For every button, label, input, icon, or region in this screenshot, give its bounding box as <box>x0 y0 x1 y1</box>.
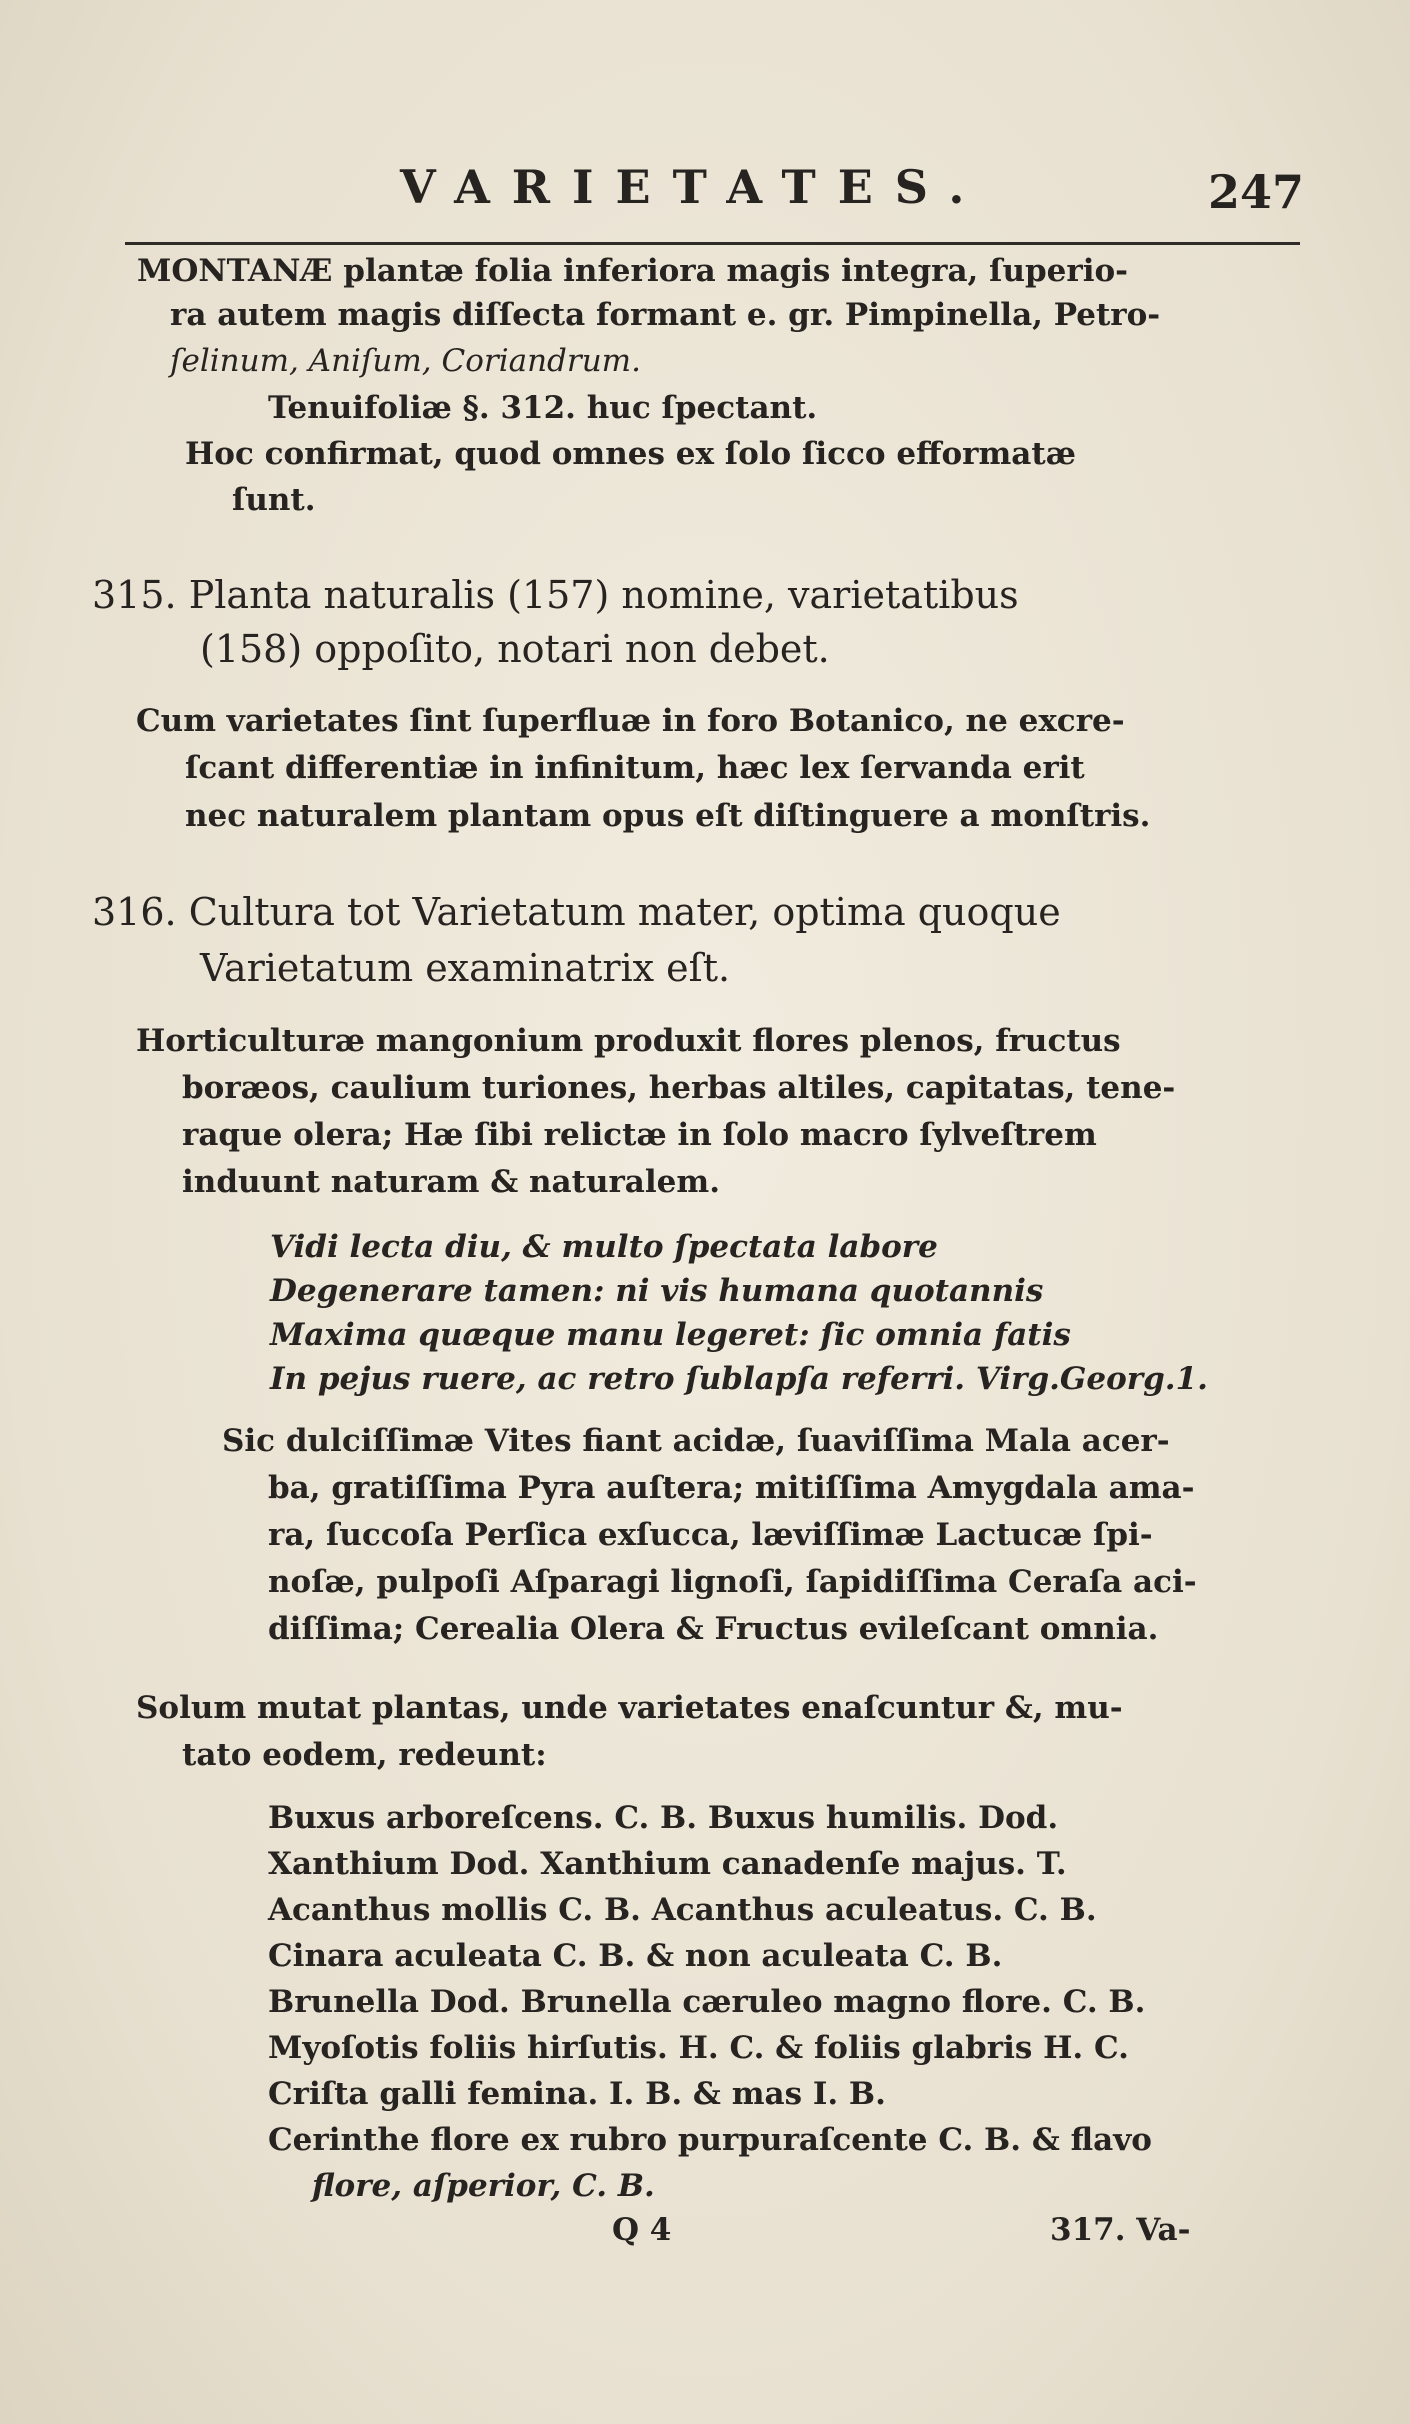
aphorism-315: 315. Planta naturalis (157) nomine, varietatibus <box>92 573 1019 617</box>
text-line: Solum mutat plantas, unde varietates enaſcuntur &, mu- <box>136 1690 1123 1726</box>
plant-list-item: Criſta galli femina. I. B. & mas I. B. <box>268 2076 886 2112</box>
text-line: ra, ſuccoſa Perſica exſucca, læviſſimæ Lactucæ ſpi- <box>268 1517 1153 1553</box>
text-line: ſunt. <box>232 482 316 518</box>
plant-list-item: Cinara aculeata C. B. & non aculeata C. B. <box>268 1938 1003 1974</box>
text-line: diſſima; Cerealia Olera & Fructus evileſcant omnia. <box>268 1611 1159 1647</box>
verse-line: Degenerare tamen: ni vis humana quotannis <box>270 1273 1044 1309</box>
text-line: Hoc confirmat, quod omnes ex ſolo ſicco efformatæ <box>185 436 1076 472</box>
catchword: 317. Va- <box>1050 2212 1191 2248</box>
text-line: Horticulturæ mangonium produxit flores plenos, fructus <box>136 1023 1121 1059</box>
text-line: ſelinum, Aniſum, Coriandrum. <box>170 343 641 379</box>
verse-line: Vidi lecta diu, & multo ſpectata labore <box>270 1229 938 1265</box>
plant-list-item: Myoſotis foliis hirſutis. H. C. & foliis glabris H. C. <box>268 2030 1129 2066</box>
text-line: noſæ, pulpoſi Aſparagi lignoſi, ſapidiſſima Ceraſa aci- <box>268 1564 1197 1600</box>
text-line: nec naturalem plantam opus eſt diſtinguere a monſtris. <box>185 798 1151 834</box>
signature-mark: Q 4 <box>612 2212 672 2248</box>
text-line: raque olera; Hæ ſibi relictæ in ſolo macro ſylveſtrem <box>182 1117 1097 1153</box>
aphorism-316-cont: Varietatum examinatrix eſt. <box>200 946 731 990</box>
plant-list-item: Brunella Dod. Brunella cæruleo magno flore. C. B. <box>268 1984 1146 2020</box>
text-line: MONTANÆ plantæ folia inferiora magis integra, ſuperio- <box>137 253 1129 289</box>
plant-list-item: flore, aſperior, C. B. <box>312 2168 655 2204</box>
plant-list-item: Buxus arboreſcens. C. B. Buxus humilis. Dod. <box>268 1800 1059 1836</box>
aphorism-316: 316. Cultura tot Varietatum mater, optima quoque <box>92 890 1061 934</box>
text-line: induunt naturam & naturalem. <box>182 1164 720 1200</box>
text-line: Tenuifoliæ §. 312. huc ſpectant. <box>268 390 818 426</box>
verse-line: In pejus ruere, ac retro ſublapſa referri. Virg.Georg.1. <box>270 1361 1208 1397</box>
text-line: ba, gratiſſima Pyra auſtera; mitiſſima Amygdala ama- <box>268 1470 1195 1506</box>
verse-line: Maxima quæque manu legeret: ſic omnia fatis <box>270 1317 1071 1353</box>
running-title: VARIETATES. <box>400 160 987 214</box>
page-number: 247 <box>1208 165 1305 219</box>
text-line: Cum varietates ſint ſuperfluæ in foro Botanico, ne excre- <box>136 703 1125 739</box>
plant-list-item: Xanthium Dod. Xanthium canadenſe majus. T. <box>268 1846 1067 1882</box>
text-line: ſcant differentiæ in infinitum, hæc lex ſervanda erit <box>185 750 1085 786</box>
aphorism-315-cont: (158) oppoſito, notari non debet. <box>200 627 830 671</box>
text-line: boræos, caulium turiones, herbas altiles, capitatas, tene- <box>182 1070 1176 1106</box>
plant-list-item: Acanthus mollis C. B. Acanthus aculeatus. C. B. <box>268 1892 1097 1928</box>
header-rule <box>125 242 1300 245</box>
text-line: ra autem magis diſſecta formant e. gr. Pimpinella, Petro- <box>170 297 1161 333</box>
plant-list-item: Cerinthe flore ex rubro purpuraſcente C. B. & flavo <box>268 2122 1152 2158</box>
text-line: tato eodem, redeunt: <box>182 1737 547 1773</box>
text-line: Sic dulciſſimæ Vites fiant acidæ, ſuaviſſima Mala acer- <box>222 1423 1170 1459</box>
